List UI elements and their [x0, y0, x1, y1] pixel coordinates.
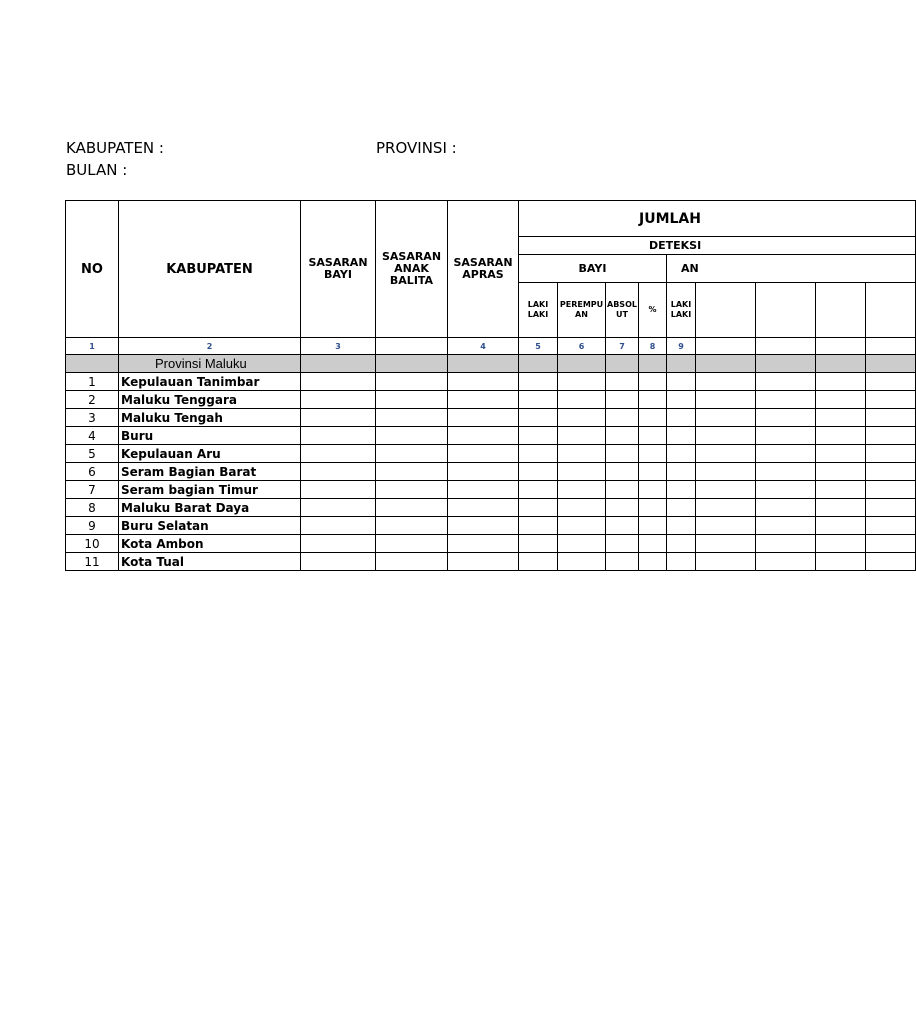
table-cell [866, 481, 916, 499]
kabupaten-name: Maluku Tengah [119, 409, 301, 427]
table-cell [448, 409, 519, 427]
table-cell [667, 355, 696, 373]
table-cell [816, 427, 866, 445]
table-cell [639, 409, 667, 427]
table-cell [639, 445, 667, 463]
table-cell [866, 445, 916, 463]
column-number [376, 338, 448, 355]
table-cell [639, 499, 667, 517]
table-row [66, 445, 916, 463]
table-cell [519, 535, 558, 553]
table-cell [448, 499, 519, 517]
table-cell [606, 373, 639, 391]
table-cell [606, 535, 639, 553]
table-row [66, 463, 916, 481]
table-cell [866, 409, 916, 427]
table-cell [667, 535, 696, 553]
table-cell [866, 535, 916, 553]
table-cell [606, 409, 639, 427]
table-cell [376, 463, 448, 481]
kabupaten-name: Kepulauan Tanimbar [119, 373, 301, 391]
table-row [66, 427, 916, 445]
table-cell [376, 355, 448, 373]
table-cell [301, 463, 376, 481]
table-cell [448, 355, 519, 373]
table-cell [639, 463, 667, 481]
province-label: Provinsi Maluku [119, 355, 301, 373]
table-cell [301, 499, 376, 517]
table-cell [519, 409, 558, 427]
table-cell [866, 499, 916, 517]
table-cell [667, 499, 696, 517]
report-table-viewport [65, 200, 702, 576]
row-number: 5 [66, 445, 119, 463]
table-cell [696, 553, 756, 571]
table-cell [866, 463, 916, 481]
column-number: 9 [667, 338, 696, 355]
table-cell [301, 445, 376, 463]
header-no: NO [66, 201, 119, 338]
table-cell [301, 481, 376, 499]
table-cell [448, 427, 519, 445]
header-jumlah: JUMLAH [519, 201, 916, 237]
table-cell [816, 373, 866, 391]
table-cell [756, 517, 816, 535]
kabupaten-name: Seram bagian Timur [119, 481, 301, 499]
table-cell [519, 427, 558, 445]
table-cell [756, 553, 816, 571]
table-cell [866, 517, 916, 535]
table-cell [376, 409, 448, 427]
kabupaten-name: Buru [119, 427, 301, 445]
header-absolut: ABSOL UT [606, 283, 639, 338]
table-cell [376, 535, 448, 553]
table-row [66, 517, 916, 535]
report-table [65, 200, 916, 571]
header-sasaran-balita: SASARAN ANAK BALITA [376, 201, 448, 338]
table-cell [816, 535, 866, 553]
table-row [66, 481, 916, 499]
table-cell [519, 517, 558, 535]
table-cell [558, 535, 606, 553]
table-cell [558, 409, 606, 427]
row-number: 1 [66, 373, 119, 391]
table-cell [696, 445, 756, 463]
table-cell [558, 481, 606, 499]
table-cell [696, 409, 756, 427]
header-sasaran-bayi: SASARAN BAYI [301, 201, 376, 338]
table-cell [376, 499, 448, 517]
table-cell [558, 463, 606, 481]
table-cell [816, 481, 866, 499]
table-cell [667, 409, 696, 427]
table-cell [606, 463, 639, 481]
header-anak: AN [667, 255, 916, 283]
table-cell [816, 445, 866, 463]
table-cell [816, 553, 866, 571]
table-row [66, 499, 916, 517]
table-cell [639, 553, 667, 571]
header-sasaran-apras: SASARAN APRAS [448, 201, 519, 338]
table-cell [519, 553, 558, 571]
kabupaten-name: Kota Ambon [119, 535, 301, 553]
table-cell [639, 373, 667, 391]
table-cell [667, 427, 696, 445]
provinsi-label: PROVINSI : [376, 139, 457, 157]
table-cell [301, 409, 376, 427]
table-cell [606, 517, 639, 535]
table-cell [448, 481, 519, 499]
table-cell [696, 481, 756, 499]
table-cell [667, 517, 696, 535]
table-cell [448, 373, 519, 391]
table-cell [448, 463, 519, 481]
header-deteksi: DETEKSI [519, 237, 916, 255]
table-row [66, 391, 916, 409]
table-cell [639, 481, 667, 499]
kabupaten-name: Kota Tual [119, 553, 301, 571]
table-cell [448, 517, 519, 535]
column-number [866, 338, 916, 355]
table-cell [696, 427, 756, 445]
table-cell [667, 445, 696, 463]
table-cell [301, 373, 376, 391]
table-cell [816, 517, 866, 535]
table-cell [696, 499, 756, 517]
table-cell [519, 481, 558, 499]
header-persen: % [639, 283, 667, 338]
table-cell [558, 391, 606, 409]
table-cell [639, 535, 667, 553]
table-cell [696, 463, 756, 481]
column-number [756, 338, 816, 355]
table-cell [696, 535, 756, 553]
table-cell [519, 355, 558, 373]
row-number: 7 [66, 481, 119, 499]
table-cell [558, 553, 606, 571]
table-cell [866, 427, 916, 445]
table-cell [558, 373, 606, 391]
header-laki-laki: LAKI LAKI [519, 283, 558, 338]
table-cell [816, 463, 866, 481]
table-cell [756, 355, 816, 373]
table-cell [301, 517, 376, 535]
province-row [66, 355, 916, 373]
table-cell [606, 553, 639, 571]
table-cell [376, 427, 448, 445]
row-number: 3 [66, 409, 119, 427]
table-cell [866, 373, 916, 391]
table-cell [667, 481, 696, 499]
table-cell [301, 391, 376, 409]
table-cell [376, 481, 448, 499]
column-number: 3 [301, 338, 376, 355]
table-cell [696, 373, 756, 391]
table-cell [448, 445, 519, 463]
column-number: 2 [119, 338, 301, 355]
kabupaten-label: KABUPATEN : [66, 139, 164, 157]
row-number: 8 [66, 499, 119, 517]
table-cell [816, 355, 866, 373]
kabupaten-name: Seram Bagian Barat [119, 463, 301, 481]
table-cell [639, 427, 667, 445]
table-cell [519, 391, 558, 409]
table-cell [606, 445, 639, 463]
column-number: 5 [519, 338, 558, 355]
table-cell [639, 391, 667, 409]
table-cell [301, 553, 376, 571]
table-cell [816, 409, 866, 427]
table-cell [667, 373, 696, 391]
table-cell [606, 427, 639, 445]
table-cell [667, 463, 696, 481]
row-number: 11 [66, 553, 119, 571]
table-cell [519, 463, 558, 481]
table-cell [866, 355, 916, 373]
table-cell [756, 427, 816, 445]
table-cell [756, 391, 816, 409]
table-cell [696, 517, 756, 535]
table-cell [756, 463, 816, 481]
table-cell [606, 499, 639, 517]
column-number-row [66, 338, 916, 355]
table-row [66, 409, 916, 427]
table-cell [558, 445, 606, 463]
table-cell [448, 391, 519, 409]
row-number: 10 [66, 535, 119, 553]
table-cell [667, 553, 696, 571]
table-cell [696, 355, 756, 373]
table-cell [606, 391, 639, 409]
table-cell [816, 391, 866, 409]
table-cell [558, 517, 606, 535]
table-cell [696, 391, 756, 409]
bulan-label: BULAN : [66, 161, 128, 179]
column-number: 8 [639, 338, 667, 355]
table-cell [756, 445, 816, 463]
table-cell [448, 535, 519, 553]
row-number: 6 [66, 463, 119, 481]
header-laki-laki-anak: LAKI LAKI [667, 283, 696, 338]
table-cell [816, 499, 866, 517]
table-cell [558, 427, 606, 445]
kabupaten-name: Buru Selatan [119, 517, 301, 535]
row-number: 9 [66, 517, 119, 535]
header-kabupaten: KABUPATEN [119, 201, 301, 338]
table-cell [756, 373, 816, 391]
table-cell [667, 391, 696, 409]
column-number [816, 338, 866, 355]
table-cell [519, 373, 558, 391]
column-number: 1 [66, 338, 119, 355]
table-cell [756, 481, 816, 499]
kabupaten-name: Maluku Tenggara [119, 391, 301, 409]
table-cell [301, 355, 376, 373]
header-bayi: BAYI [519, 255, 667, 283]
table-cell [448, 553, 519, 571]
table-row [66, 373, 916, 391]
table-cell [639, 355, 667, 373]
header-perempuan: PEREMPU AN [558, 283, 606, 338]
table-cell [639, 517, 667, 535]
table-cell [376, 391, 448, 409]
column-number: 7 [606, 338, 639, 355]
table-cell [866, 553, 916, 571]
table-cell [376, 553, 448, 571]
kabupaten-name: Maluku Barat Daya [119, 499, 301, 517]
table-cell [519, 445, 558, 463]
table-cell [866, 391, 916, 409]
table-cell [558, 499, 606, 517]
table-cell [376, 373, 448, 391]
kabupaten-name: Kepulauan Aru [119, 445, 301, 463]
table-cell [606, 355, 639, 373]
table-cell [301, 427, 376, 445]
row-number: 2 [66, 391, 119, 409]
column-number [696, 338, 756, 355]
table-cell [558, 355, 606, 373]
table-cell [756, 499, 816, 517]
table-cell [756, 409, 816, 427]
row-number: 4 [66, 427, 119, 445]
column-number: 6 [558, 338, 606, 355]
table-cell [376, 445, 448, 463]
table-row [66, 553, 916, 571]
table-cell [376, 517, 448, 535]
column-number: 4 [448, 338, 519, 355]
table-row [66, 535, 916, 553]
table-cell [519, 499, 558, 517]
table-cell [756, 535, 816, 553]
table-cell [301, 535, 376, 553]
table-cell [606, 481, 639, 499]
